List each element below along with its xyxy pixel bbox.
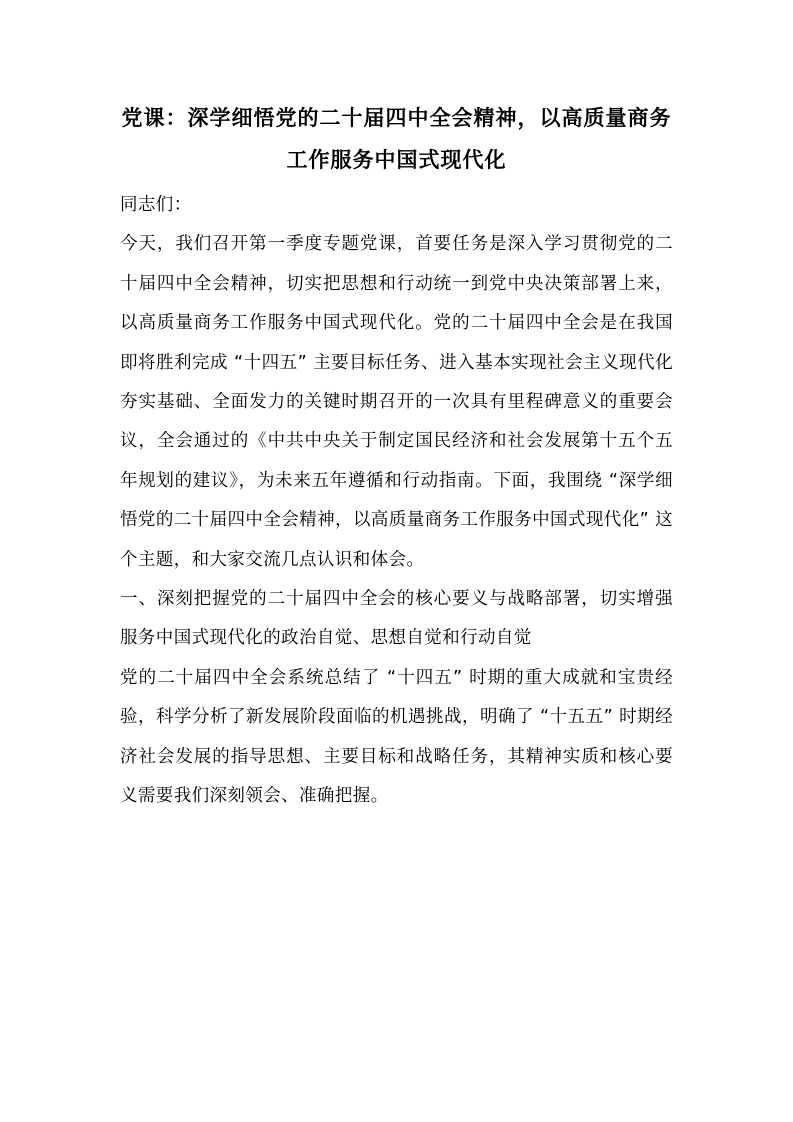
section-heading: 一、深刻把握党的二十届四中全会的核心要义与战略部署，切实增强服务中国式现代化的政治自觉、思想自觉和行动自觉	[120, 589, 673, 649]
section-paragraph: 党的二十届四中全会系统总结了 “十四五” 时期的重大成就和宝贵经验，科学分析了新发展阶段面临的机遇挑战，明确了 “十五五” 时期经济社会发展的指导思想、主要目标和战略任务，其精神实质和核心要义需要我们深刻领会、准确把握。	[120, 667, 673, 807]
greeting-line: 同志们：	[120, 195, 192, 215]
document-body	[120, 186, 673, 817]
intro-paragraph: 今天，我们召开第一季度专题党课，首要任务是深入学习贯彻党的二十届四中全会精神，切实把思想和行动统一到党中央决策部署上来，以高质量商务工作服务中国式现代化。党的二十届四中全会是在我国即将胜利完成 “十四五” 主要目标任务、进入基本实现社会主义现代化夯实基础、全面发力的关键时期召开的一次具有里程碑意义的重要会议，全会通过的《中共中央关于制定国民经济和社会发展第十五个五年规划的建议》，为未来五年遵循和行动指南。下面，我围绕 “深学细悟党的二十届四中全会精神，以高质量商务工作服务中国式现代化” 这个主题，和大家交流几点认识和体会。	[120, 234, 673, 570]
document-title: 党课：深学细悟党的二十届四中全会精神，以高质量商务工作服务中国式现代化	[121, 106, 672, 172]
